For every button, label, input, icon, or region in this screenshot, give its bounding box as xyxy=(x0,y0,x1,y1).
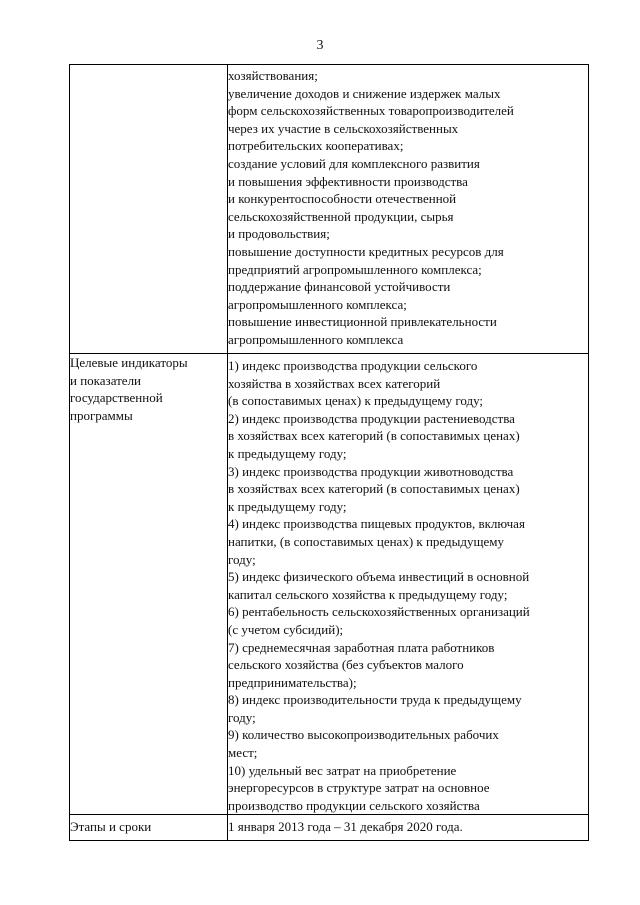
content-line: в хозяйствах всех категорий (в сопоставимых ценах) xyxy=(228,428,520,444)
content-line: через их участие в сельскохозяйственных xyxy=(228,120,459,136)
content-line: году; xyxy=(228,551,256,567)
content-line: и повышения эффективности производства xyxy=(228,173,468,189)
content-line: и продовольствия; xyxy=(228,226,330,242)
content-line: создание условий для комплексного развития xyxy=(228,155,480,171)
content-line: к предыдущему году; xyxy=(228,445,347,461)
content-line: форм сельскохозяйственных товаропроизводителей xyxy=(228,103,514,119)
table-row xyxy=(70,815,589,841)
content-line: 1) индекс производства продукции сельского xyxy=(228,358,478,373)
content-line: 3) индекс производства продукции животноводства xyxy=(228,463,514,479)
row-label-cell xyxy=(70,815,228,841)
content-line: увеличение доходов и снижение издержек малых xyxy=(228,85,501,101)
content-line: агропромышленного комплекса xyxy=(228,331,404,347)
content-line: 5) индекс физического объема инвестиций в основной xyxy=(228,569,530,585)
content-line: напитки, (в сопоставимых ценах) к предыдущему xyxy=(228,533,505,549)
content-line: 1 января 2013 года – 31 декабря 2020 года. xyxy=(228,819,463,835)
content-line: году; xyxy=(228,709,256,725)
content-line: мест; xyxy=(228,745,258,761)
content-line: сельского хозяйства (без субъектов малого xyxy=(228,657,464,673)
content-line: потребительских кооперативах; xyxy=(228,138,404,154)
content-line: (с учетом субсидий); xyxy=(228,621,344,637)
content-line: в хозяйствах всех категорий (в сопоставимых ценах) xyxy=(228,481,520,497)
row-label-cell xyxy=(70,354,228,815)
content-line: поддержание финансовой устойчивости xyxy=(228,279,451,295)
content-line: хозяйствования; xyxy=(228,68,318,83)
content-line: сельскохозяйственной продукции, сырья xyxy=(228,208,454,224)
row-content-cell xyxy=(228,815,589,841)
label-line: программы xyxy=(70,407,133,423)
table-row xyxy=(70,65,589,354)
row-content-cell xyxy=(228,65,589,354)
content-line: и конкурентоспособности отечественной xyxy=(228,191,457,207)
content-line: 7) среднемесячная заработная плата работников xyxy=(228,639,495,655)
label-line: и показатели xyxy=(70,372,142,388)
row-content-cell xyxy=(228,354,589,815)
table-row xyxy=(70,354,589,815)
page-number: 3 xyxy=(316,38,324,53)
row-label-cell xyxy=(70,65,228,354)
content-line: производство продукции сельского хозяйства xyxy=(228,797,480,813)
label-line: государственной xyxy=(70,390,163,406)
content-line: предпринимательства); xyxy=(228,674,357,690)
content-line: капитал сельского хозяйства к предыдущему году; xyxy=(228,586,508,602)
content-line: предприятий агропромышленного комплекса; xyxy=(228,261,482,277)
label-line: Целевые индикаторы xyxy=(70,355,188,370)
content-line: 4) индекс производства пищевых продуктов, включая xyxy=(228,516,525,532)
content-line: 8) индекс производительности труда к предыдущему xyxy=(228,692,522,708)
content-line: 9) количество высокопроизводительных рабочих xyxy=(228,727,499,743)
content-line: энергоресурсов в структуре затрат на основное xyxy=(228,780,490,796)
content-line: 2) индекс производства продукции растениеводства xyxy=(228,410,515,426)
program-passport-table xyxy=(69,64,589,841)
content-line: к предыдущему году; xyxy=(228,498,347,514)
content-line: (в сопоставимых ценах) к предыдущему году; xyxy=(228,393,484,409)
content-line: хозяйства в хозяйствах всех категорий xyxy=(228,375,441,391)
content-line: повышение доступности кредитных ресурсов для xyxy=(228,243,504,259)
label-line: Этапы и сроки xyxy=(70,819,152,835)
content-line: 6) рентабельность сельскохозяйственных организаций xyxy=(228,604,530,620)
content-line: повышение инвестиционной привлекательности xyxy=(228,314,497,330)
content-line: агропромышленного комплекса; xyxy=(228,296,407,312)
content-line: 10) удельный вес затрат на приобретение xyxy=(228,762,457,778)
